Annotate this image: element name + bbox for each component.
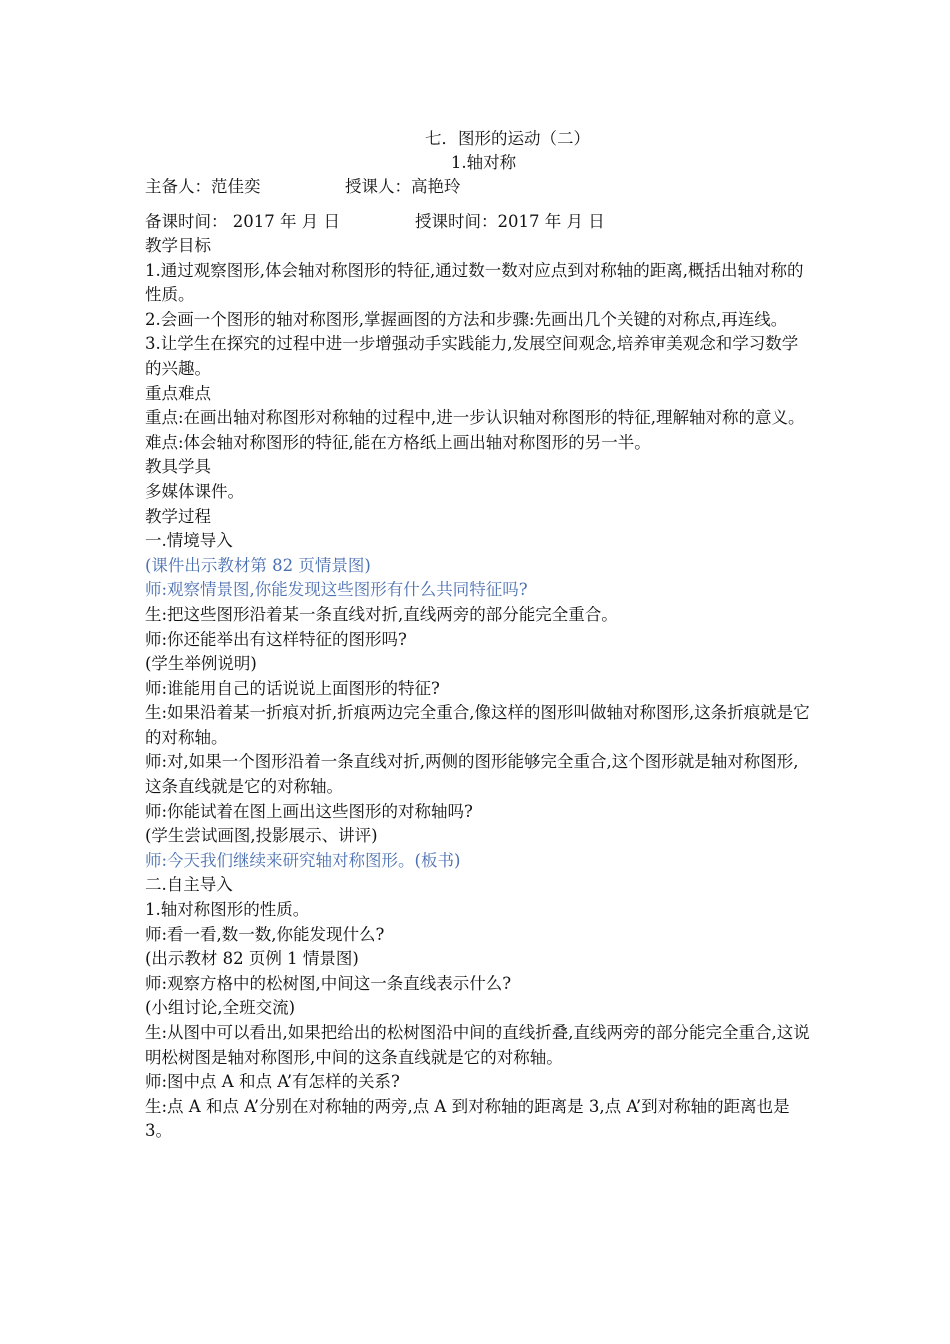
paragraph-line: 师:观察方格中的松树图,中间这一条直线表示什么? (145, 973, 512, 993)
paragraph-line: (学生举例说明) (145, 654, 257, 674)
paragraph-line: 教学目标 (145, 236, 211, 255)
paragraph-line: (出示教材 82 页例 1 情景图) (145, 949, 359, 969)
chapter-title: 七．图形的运动（二） (425, 129, 590, 148)
paragraph-line: 3.让学生在探究的过程中进一步增强动手实践能力,发展空间观念,培养审美观念和学习数学的兴趣。 (145, 334, 799, 378)
paragraph-line: (课件出示教材第 82 页情景图) (145, 555, 371, 575)
paragraph-line: 师:谁能用自己的话说说上面图形的特征? (145, 678, 440, 698)
paragraph-line: 生:点 A 和点 A’分别在对称轴的两旁,点 A 到对称轴的距离是 3,点 A’到对称轴的距离也是 3。 (145, 1096, 790, 1141)
teach-time-label: 授课时间：2017 年 月 日 (415, 212, 605, 231)
meta-row-people (145, 175, 810, 199)
paragraph-line: 二.自主导入 (145, 875, 233, 895)
paragraph-line: 师:今天我们继续来研究轴对称图形。(板书) (145, 850, 461, 870)
paragraph-line: 生:把这些图形沿着某一条直线对折,直线两旁的部分能完全重合。 (145, 604, 618, 624)
lesson-title: 1.轴对称 (450, 153, 517, 172)
paragraph-line: 教学过程 (145, 506, 211, 526)
paragraph-line: 多媒体课件。 (145, 481, 244, 501)
paragraph-line: (小组讨论,全班交流) (145, 998, 296, 1018)
paragraph-line: 1.轴对称图形的性质。 (145, 900, 310, 920)
paragraph-line: 师:看一看,数一数,你能发现什么? (145, 924, 385, 944)
paragraph-line: 难点:体会轴对称图形的特征,能在方格纸上画出轴对称图形的另一半。 (145, 432, 651, 452)
paragraph-line: (学生尝试画图,投影展示、讲评) (145, 826, 378, 846)
paragraph-line: 教具学具 (145, 457, 211, 477)
paragraph-line: 师:你能试着在图上画出这些图形的对称轴吗? (145, 801, 473, 821)
paragraph-line: 师:你还能举出有这样特征的图形吗? (145, 629, 407, 649)
teacher-label: 授课人：高艳玲 (345, 177, 461, 196)
paragraph-line: 师:观察情景图,你能发现这些图形有什么共同特征吗? (145, 580, 528, 600)
preparer-label: 主备人：范佳奕 (145, 177, 261, 196)
paragraph-line: 师:对,如果一个图形沿着一条直线对折,两侧的图形能够完全重合,这个图形就是轴对称图形,这条直线就是它的对称轴。 (145, 752, 799, 797)
paragraph-line: 重点:在画出轴对称图形对称轴的过程中,进一步认识轴对称图形的特征,理解轴对称的意义。 (145, 408, 805, 428)
document-page (145, 127, 810, 1144)
paragraph-line: 重点难点 (145, 383, 211, 403)
prep-time-label: 备课时间： 2017 年 月 日 (145, 212, 340, 231)
meta-row-times (145, 210, 810, 234)
paragraph-line: 生:如果沿着某一折痕对折,折痕两边完全重合,像这样的图形叫做轴对称图形,这条折痕就是它的对称轴。 (145, 703, 810, 747)
document-body (145, 234, 810, 1144)
paragraph-line: 1.通过观察图形,体会轴对称图形的特征,通过数一数对应点到对称轴的距离,概括出轴对称的性质。 (145, 260, 804, 305)
paragraph-line: 2.会画一个图形的轴对称图形,掌握画图的方法和步骤:先画出几个关键的对称点,再连线。 (145, 309, 788, 329)
paragraph-line: 生:从图中可以看出,如果把给出的松树图沿中间的直线折叠,直线两旁的部分能完全重合,这说明松树图是轴对称图形,中间的这条直线就是它的对称轴。 (145, 1023, 810, 1067)
paragraph-line: 一.情境导入 (145, 531, 233, 551)
paragraph-line: 师:图中点 A 和点 A’有怎样的关系? (145, 1072, 400, 1092)
